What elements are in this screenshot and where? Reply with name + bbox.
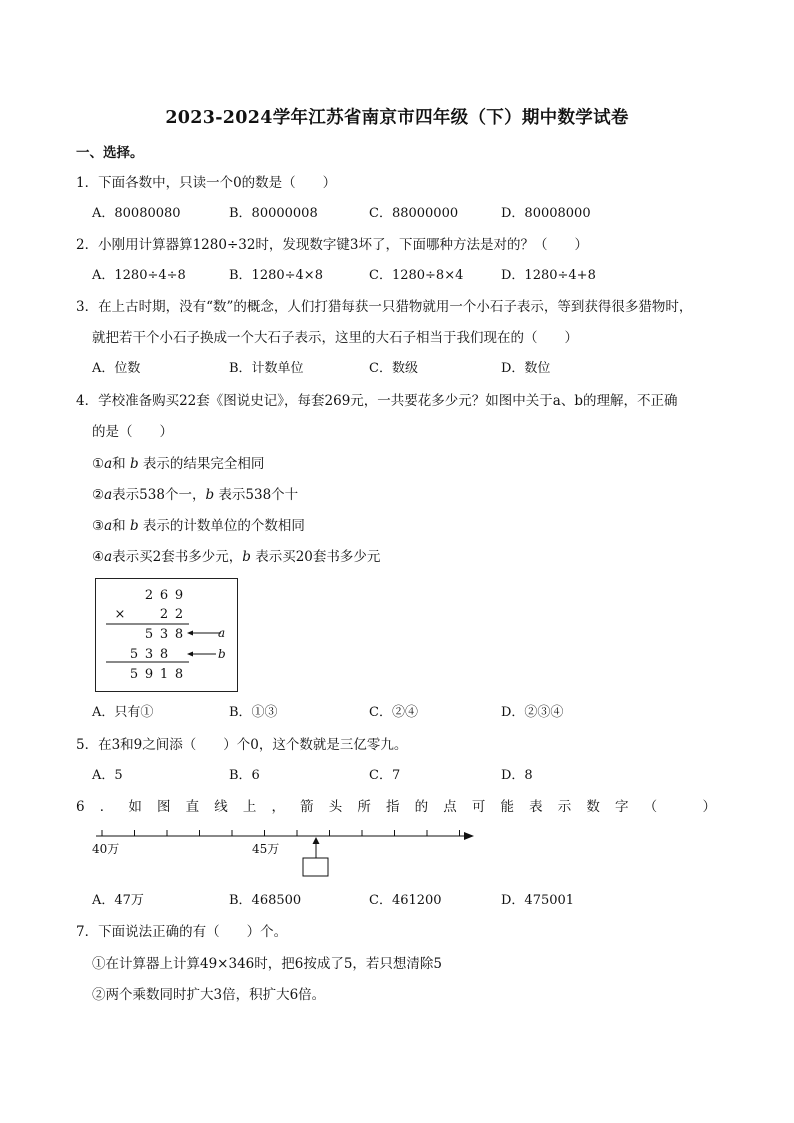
q6-char: 指	[385, 799, 400, 815]
statement-number: ④	[92, 549, 105, 565]
arrowhead-icon	[313, 837, 320, 844]
q6-char: 如	[128, 799, 142, 815]
q7-statement-2: ②两个乘数同时扩大3倍，积扩大6倍。	[92, 987, 326, 1003]
q4-statement-4	[92, 548, 380, 566]
variable-b: b	[129, 518, 139, 534]
q1-option-d[interactable]: D．80008000	[501, 206, 591, 221]
q6-char: 字	[614, 799, 629, 815]
q4-statement-2	[92, 486, 298, 504]
q2-option-b[interactable]: B．1280÷4×8	[229, 268, 323, 283]
digit: 9	[174, 588, 184, 603]
q2-option-a[interactable]: A．1280÷4÷8	[92, 268, 186, 283]
multiply-sign: ×	[114, 607, 126, 622]
q5-option-b[interactable]: B．6	[229, 768, 260, 783]
q6-char: 图	[156, 799, 171, 815]
number-line-figure	[92, 822, 482, 882]
q2-option-c[interactable]: C．1280÷8×4	[369, 268, 464, 283]
q6-char: 数	[586, 799, 600, 815]
q4-statement-3	[92, 517, 305, 535]
label-45-wan: 45万	[252, 842, 280, 856]
q6-char: ，	[271, 799, 285, 815]
digit: 2	[144, 588, 154, 603]
q1-option-a[interactable]: A．80080080	[92, 206, 181, 221]
digit: 2	[174, 607, 184, 622]
q6-char: 能	[500, 799, 514, 815]
question-4-line-1: 4．学校准备购买22套《图说史记》，每套269元，一共要花多少元？如图中关于a、b的理解，不正确	[76, 393, 678, 409]
q6-option-c[interactable]: C．461200	[369, 893, 442, 908]
q6-char: 表	[529, 799, 543, 815]
q1-option-b[interactable]: B．80000008	[229, 206, 318, 221]
digit: 3	[144, 647, 154, 662]
digit: 8	[174, 627, 184, 642]
statement-text: 和	[112, 456, 126, 472]
q6-char: ．	[99, 799, 114, 815]
digit: 5	[129, 667, 139, 682]
q5-option-a[interactable]: A．5	[92, 768, 123, 783]
digit: 2	[159, 607, 169, 622]
label-b: b	[218, 647, 226, 661]
q6-option-a[interactable]: A．47万	[92, 893, 144, 908]
variable-a: a	[104, 456, 113, 472]
q6-char: 点	[443, 799, 457, 815]
question-4-line-2: 的是（ ）	[92, 424, 173, 440]
q5-option-c[interactable]: C．7	[369, 768, 401, 783]
digit: 5	[144, 627, 154, 642]
statement-text: 和	[112, 518, 126, 534]
label-40-wan: 40万	[92, 842, 120, 856]
q6-char: 示	[557, 799, 572, 815]
q5-option-d[interactable]: D．8	[501, 768, 533, 783]
arrowhead-icon	[187, 652, 193, 657]
statement-text: 表示538个一，	[112, 487, 206, 503]
statement-text: 表示的计数单位的个数相同	[142, 518, 305, 534]
q3-option-a[interactable]: A．位数	[92, 361, 141, 376]
question-6-text	[76, 798, 716, 816]
q6-option-b[interactable]: B．468500	[229, 893, 302, 908]
q4-option-b[interactable]: B．①③	[229, 705, 278, 720]
q6-char: 直	[185, 799, 200, 815]
q1-option-c[interactable]: C．88000000	[369, 206, 459, 221]
question-1-text: 1．下面各数中，只读一个0的数是（ ）	[76, 175, 337, 191]
q2-option-d[interactable]: D．1280÷4+8	[501, 268, 596, 283]
statement-number: ①	[92, 456, 105, 472]
q3-option-d[interactable]: D．数位	[501, 361, 551, 376]
digit: 8	[159, 647, 169, 662]
statement-text: 表示买20套书多少元	[255, 549, 381, 565]
q4-statement-1	[92, 455, 264, 473]
question-3-line-2: 就把若干个小石子换成一个大石子表示，这里的大石子相当于我们现在的（ ）	[92, 330, 578, 346]
axis-arrow-icon	[464, 832, 474, 840]
q6-option-d[interactable]: D．475001	[501, 893, 575, 908]
q6-char: 箭	[300, 799, 314, 815]
q4-option-d[interactable]: D．②③④	[501, 705, 564, 720]
question-3-line-1: 3．在上古时期，没有“数”的概念，人们打猎每获一只猎物就用一个小石子表示，等到获得很多猎物时，	[76, 299, 693, 315]
page-title: 2023-2024学年江苏省南京市四年级（下）期中数学试卷	[165, 108, 629, 128]
statement-text: 表示买2套书多少元，	[112, 549, 243, 565]
digit: 9	[144, 667, 154, 682]
q6-char: 线	[214, 799, 228, 815]
q6-char: 6	[76, 799, 85, 815]
question-2-text: 2．小刚用计算器算1280÷32时，发现数字键3坏了，下面哪种方法是对的？（ ）	[76, 237, 589, 253]
digit: 3	[159, 627, 169, 642]
question-5-text: 5．在3和9之间添（ ）个0，这个数就是三亿零九。	[76, 737, 408, 753]
statement-number: ③	[92, 518, 105, 534]
answer-box[interactable]	[303, 858, 328, 876]
q6-char: 头	[328, 799, 343, 815]
digit: 1	[159, 667, 169, 682]
section-heading: 一、选择。	[76, 145, 144, 161]
q3-option-c[interactable]: C．数级	[369, 361, 418, 376]
tick-marks	[102, 830, 460, 836]
variable-b: b	[242, 549, 251, 565]
q6-char: 上	[242, 799, 257, 815]
variable-b: b	[129, 456, 139, 472]
statement-number: ②	[92, 487, 105, 503]
question-7-text: 7．下面说法正确的有（ ）个。	[76, 924, 288, 940]
q6-char: 可	[471, 799, 486, 815]
q6-char: 所	[357, 799, 371, 815]
statement-text: 表示538个十	[218, 487, 299, 503]
q7-statement-1: ①在计算器上计算49×346时，把6按成了5，若只想清除5	[92, 956, 443, 972]
variable-a: a	[104, 549, 113, 565]
variable-a: a	[104, 487, 113, 503]
multiplication-figure	[95, 578, 238, 692]
arrowhead-icon	[187, 631, 193, 636]
digit: 6	[159, 588, 169, 603]
q6-char: ）	[702, 799, 716, 815]
q6-char: 的	[414, 799, 429, 815]
statement-text: 表示的结果完全相同	[142, 456, 265, 472]
q4-option-c[interactable]: C．②④	[369, 705, 418, 720]
digit: 8	[174, 667, 184, 682]
label-a: a	[218, 626, 226, 640]
q3-option-b[interactable]: B．计数单位	[229, 361, 304, 376]
variable-b: b	[205, 487, 215, 503]
digit: 5	[129, 647, 139, 662]
multiplication-diagram	[96, 579, 237, 691]
q6-char: （	[643, 799, 658, 815]
q4-option-a[interactable]: A．只有①	[92, 705, 154, 720]
variable-a: a	[104, 518, 113, 534]
